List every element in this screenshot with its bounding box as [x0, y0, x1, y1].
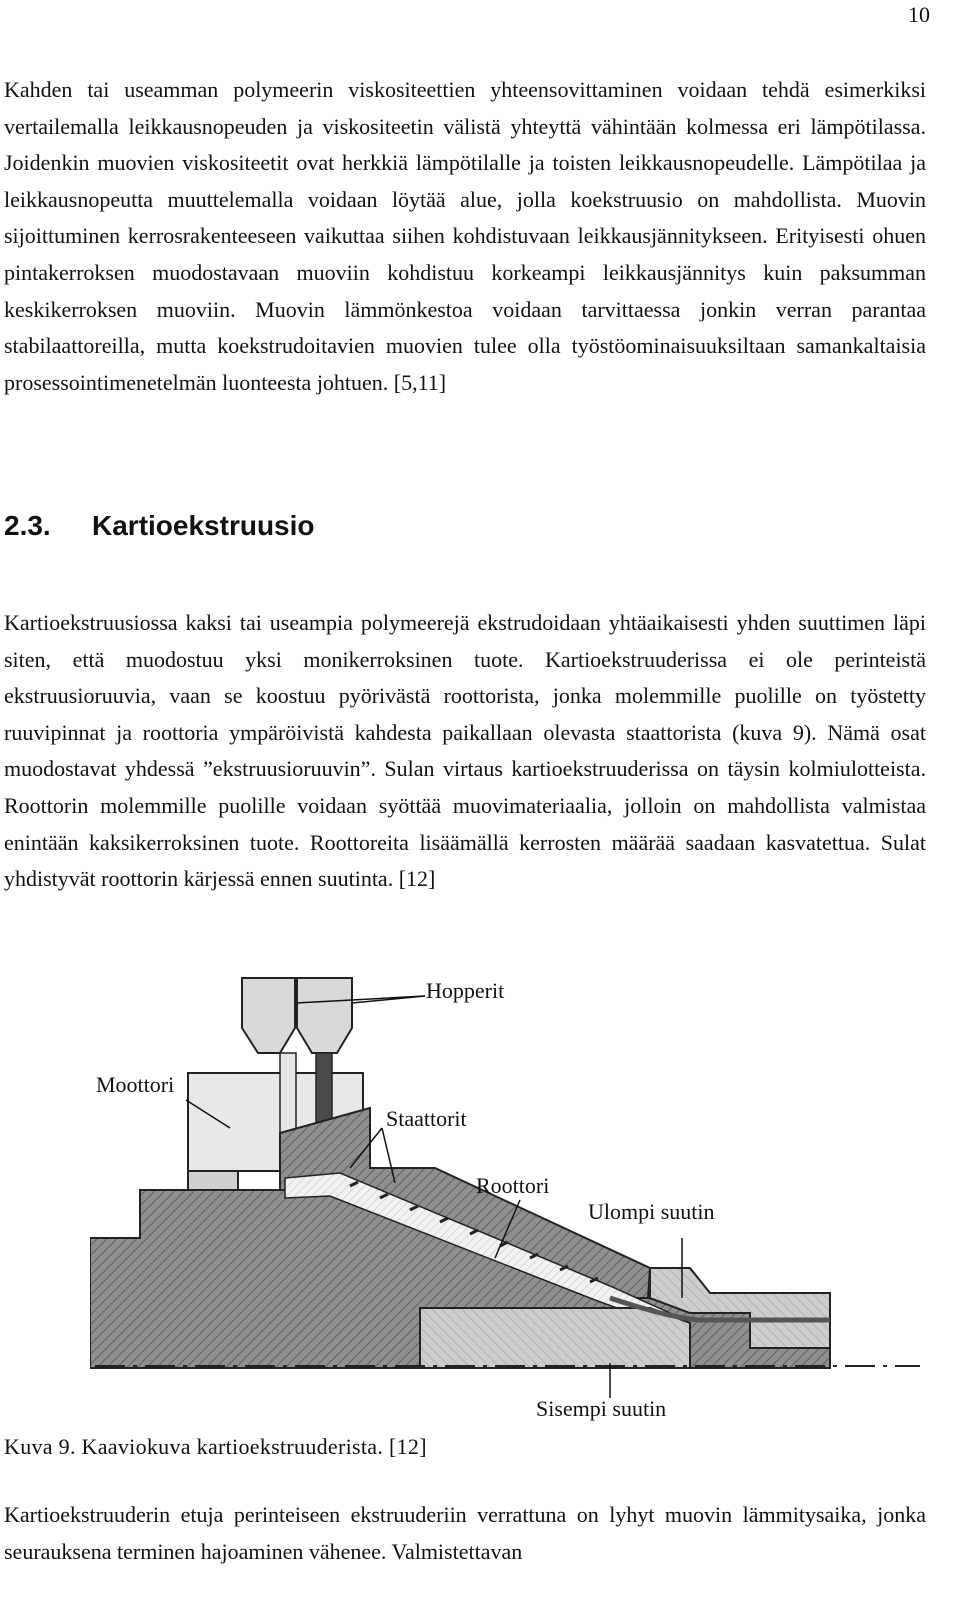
hopper-right	[297, 978, 352, 1053]
body-paragraph: Kartioekstruusiossa kaksi tai useampia polymeerejä ekstrudoidaan yhtäaikaisesti yhden suuttimen läpi siten, että muodostuu yksi monikerroksinen tuote. Kartioekstruuderissa ei ole perinteistä ekstruusioruuvia, vaan se koostuu pyörivästä roottorista, jonka molemmille puolille on työstetty ruuvipinnat ja roottoria ympäröivistä kahdesta paikallaan olevasta staattorista (kuva 9). Nämä osat muodostavat yhdessä ”ekstruusioruuvin”. Sulan virtaus kartioekstruuderissa on täysin kolmiulotteista. Roottorin molemmille puolille voidaan syöttää muovimateriaalia, jolloin on mahdollista valmistaa enintään kaksikerroksinen tuote. Roottoreita lisäämällä kerrosten määrää saadaan kasvatettua. Sulat yhdistyvät roottorin kärjessä ennen suutinta. [12]	[4, 610, 926, 892]
body-paragraph: Kartioekstruuderin etuja perinteiseen ekstruuderiin verrattuna on lyhyt muovin lämmitysaika, jonka seurauksena terminen hajoaminen vähenee. Valmistettavan	[4, 1502, 926, 1564]
label-hopperit: Hopperit	[426, 978, 505, 1003]
label-ulompi-suutin: Ulompi suutin	[588, 1199, 715, 1224]
label-staattorit: Staattorit	[386, 1106, 467, 1131]
page-number: 10	[908, 2, 930, 27]
extruder-diagram	[90, 968, 926, 1421]
body-paragraph: Kahden tai useamman polymeerin viskositeettien yhteensovittaminen voidaan tehdä esimerkiksi vertailemalla leikkausnopeuden ja viskositeetin välistä yhteyttä vähintään kolmessa eri lämpötilassa. Joidenkin muovien viskositeetit ovat herkkiä lämpötilalle ja toisten leikkausnopeudelle. Lämpötilaa ja leikkausnopeutta muuttelemalla voidaan löytää alue, jolla koekstruusio on mahdollista. Muovin sijoittuminen kerrosrakenteeseen vaikuttaa siihen kohdistuvaan leikkausjännitykseen. Erityisesti ohuen pintakerroksen muodostavaan muoviin kohdistuu korkeampi leikkausjännitys kuin paksumman keskikerroksen muoviin. Muovin lämmönkestoa voidaan tarvittaessa jonkin verran parantaa stabilaattoreilla, mutta koekstrudoitavien muovien tulee olla työstöominaisuuksiltaan samankaltaisia prosessointimenetelmän luonteesta johtuen. [5,11]	[4, 77, 926, 395]
section-heading	[4, 510, 315, 542]
section-number: 2.3.	[4, 510, 51, 541]
hopper-left	[242, 978, 295, 1053]
figure-caption: Kuva 9. Kaaviokuva kartioekstruuderista. [12]	[4, 1434, 427, 1459]
label-moottori: Moottori	[96, 1072, 175, 1097]
section-title: Kartioekstruusio	[92, 510, 315, 541]
inner-nozzle	[420, 1308, 690, 1368]
label-roottori: Roottori	[476, 1173, 550, 1198]
label-sisempi-suutin: Sisempi suutin	[536, 1396, 667, 1421]
